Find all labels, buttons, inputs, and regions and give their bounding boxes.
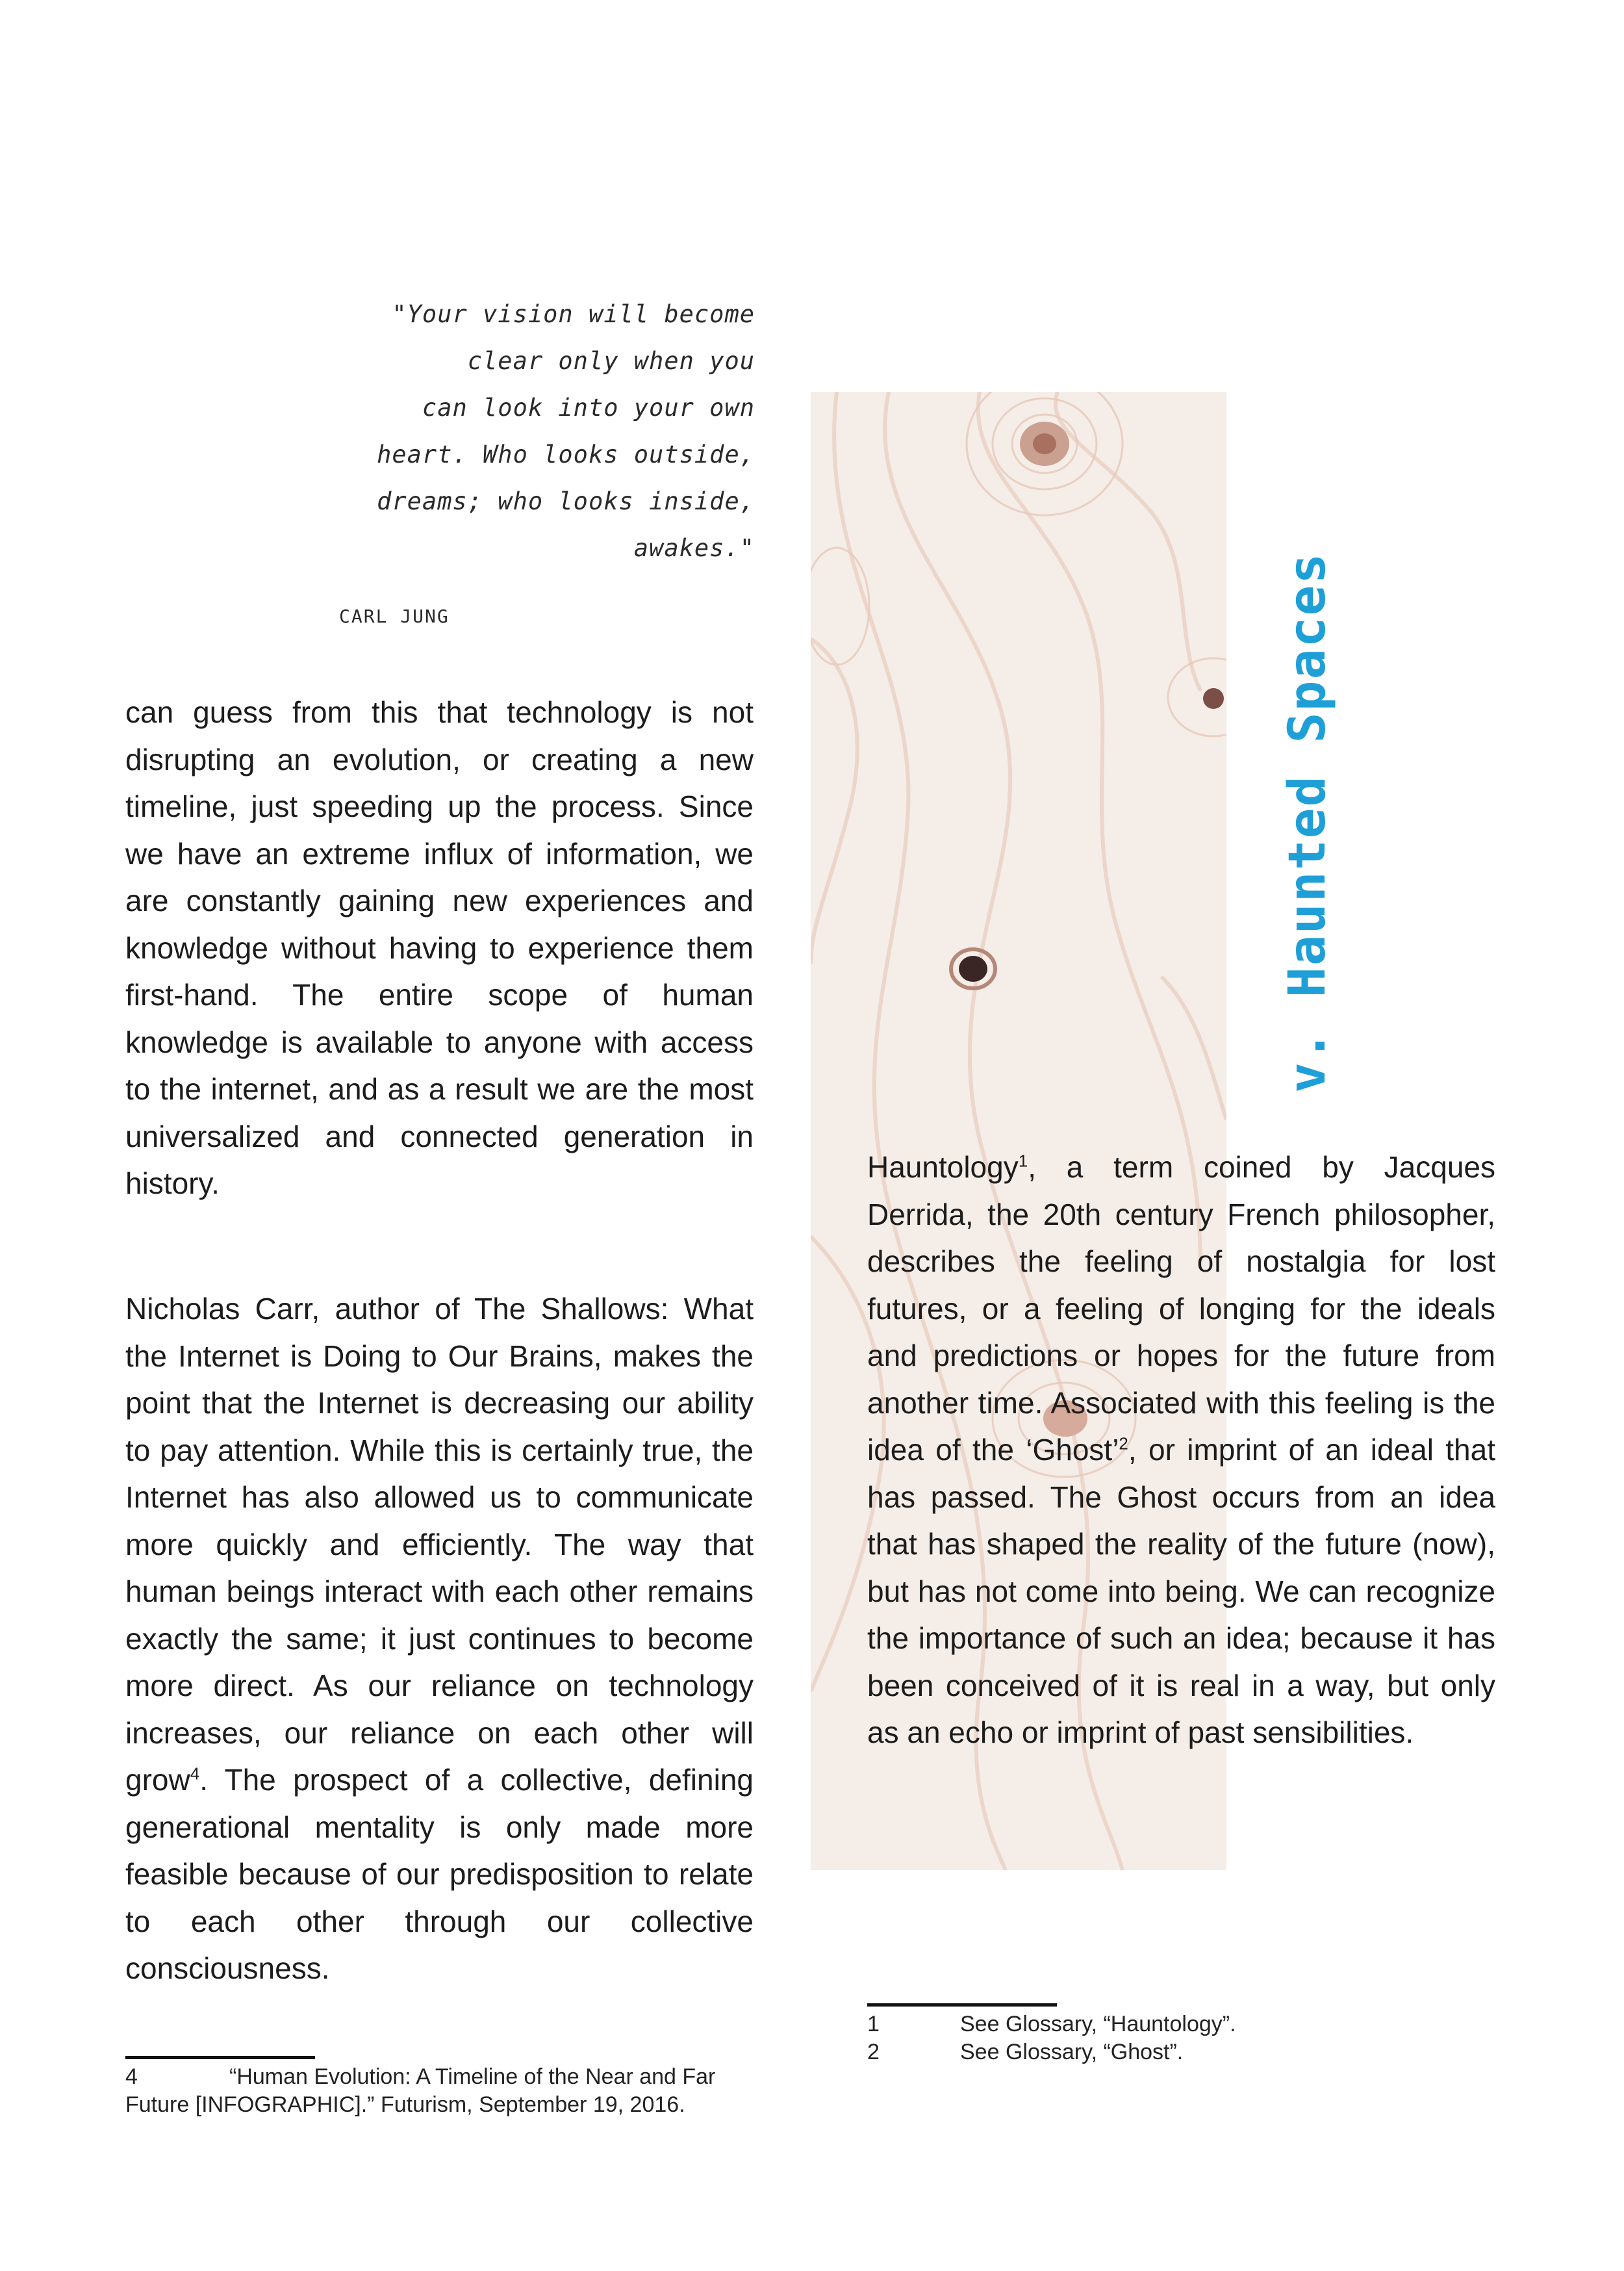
quote-line: can look into your own — [422, 394, 755, 422]
para2-text: Nicholas Carr, author of The Shallows: What the Internet is Doing to Our Brains, makes the point that the Internet is decreasing our ability to pay attention. While this is certainly true, the Internet has also allowed us to communicate more quickly and efficiently. The way that human beings interact with each other remains exactly the same; it just continues to become more direct. As our reliance on technology increases, our reliance on each other will grow — [125, 1292, 754, 1797]
para3-text: , a term coined by Jacques Derrida, the 20th century French philosopher, describes the feeling of nostalgia for lost futures, or a feeling of longing for the ideals and predictions or hopes for the future from another time. Associated with this feeling is the idea of the ‘Ghost’ — [867, 1150, 1495, 1467]
footnote-text: “Human Evolution: A Timeline of the Near and Far Future [INFOGRAPHIC].” Futurism, September 19, 2016. — [125, 2064, 716, 2117]
footnote-4 — [125, 2063, 755, 2119]
footnote-1 — [867, 2010, 1236, 2038]
quote-line: "Your vision will become — [392, 300, 755, 328]
footnote-text: See Glossary, “Hauntology”. — [960, 2012, 1236, 2036]
footnote-2 — [867, 2038, 1236, 2066]
quote-attribution: CARL JUNG — [339, 606, 450, 627]
para2-text-cont: . The prospect of a collective, defining generational mentality is only made more feasible because of our predisposition to relate to each other through our collective consciousness. — [125, 1763, 754, 1985]
footnote-ref-2: 2 — [1119, 1433, 1128, 1454]
quote-line: awakes." — [633, 534, 755, 562]
quote-line: dreams; who looks inside, — [377, 487, 755, 515]
hauntology-term: Hauntology — [867, 1150, 1019, 1184]
section-title: v. Haunted Spaces — [1278, 552, 1337, 1093]
body-paragraph-3 — [867, 1144, 1495, 1756]
quote-line: heart. Who looks outside, — [377, 441, 755, 468]
footnote-text: See Glossary, “Ghost”. — [960, 2040, 1184, 2064]
pull-quote — [305, 291, 755, 572]
body-paragraph-1: can guess from this that technology is not disrupting an evolution, or creating a new timeline, just speeding up the process. Since we have an extreme influx of information, we are constantly gaining new experiences and knowledge without having to experience them first-hand. The entire scope of human knowledge is available to anyone with access to the internet, and as a result we are the most universalized and connected generation in history. — [125, 695, 754, 1200]
footnote-number: 2 — [867, 2040, 880, 2064]
footnote-rule-left — [125, 2056, 315, 2059]
footnote-ref-1: 1 — [1018, 1151, 1028, 1171]
footnote-number: 1 — [867, 2012, 880, 2036]
footnotes-right — [867, 2010, 1236, 2066]
footnote-ref-4: 4 — [190, 1764, 200, 1784]
footnote-rule-right — [867, 2003, 1057, 2007]
para3-text-cont: , or imprint of an ideal that has passed. The Ghost occurs from an idea that has shaped the reality of the future (now), but has not come into being. We can recognize the importance of such an idea; because it has been conceived of it is real in a way, but only as an echo or imprint of past sensibilities. — [867, 1433, 1495, 1749]
quote-line: clear only when you — [467, 347, 755, 375]
body-paragraph-2 — [125, 1285, 754, 1992]
footnote-number: 4 — [125, 2064, 138, 2089]
